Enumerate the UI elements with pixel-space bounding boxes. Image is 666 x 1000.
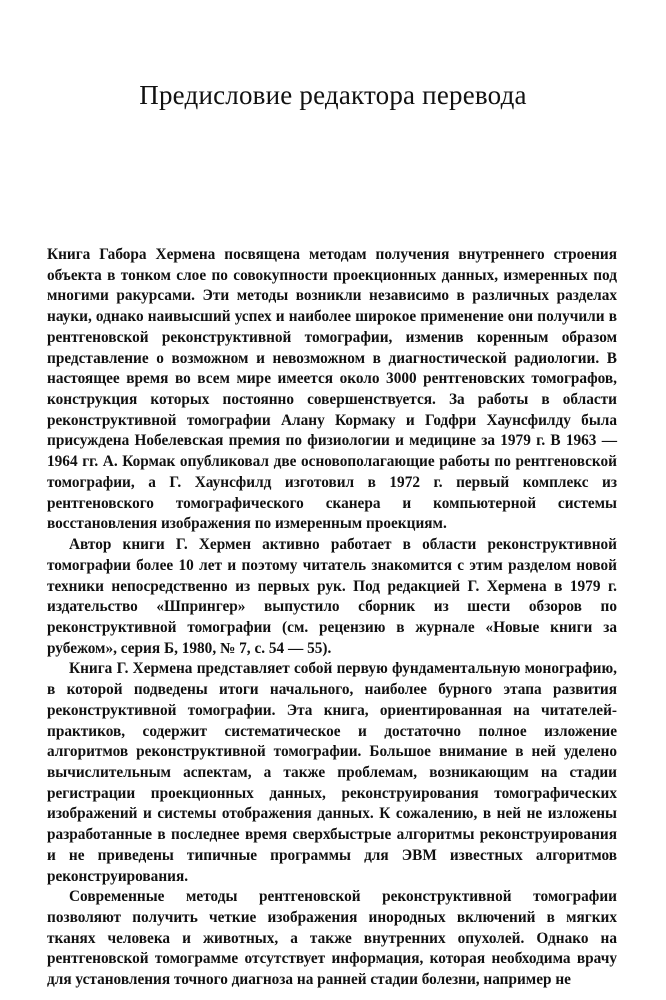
body-text	[47, 245, 617, 991]
paragraph-2: Автор книги Г. Хермен активно работает в области реконструктивной томографии более 10 лет и поэтому читатель знакомится с этим разделом новой техники непосредственно из первых рук. Под редакцией Г. Хермена в 1979 г. издательство «Шпрингер» выпустило сборник из шести обзоров по реконструктивной томографии (см. рецензию в журнале «Новые книги за рубежом», серия Б, 1980, № 7, с. 54 — 55).	[47, 536, 617, 657]
paragraph-1: Книга Габора Хермена посвящена методам получения внутреннего строения объекта в тонком слое по совокупности проекционных данных, измеренных под многими ракурсами. Эти методы возникли независимо в различных разделах науки, однако наивысший успех и наиболее широкое применение они получили в рентгеновской реконструктивной томографии, изменив коренным образом представление о возможном и невозможном в диагностической радиологии. В настоящее время во всем мире имеется около 3000 рентгеновских томографов, конструкция которых постоянно совершенствуется. За работы в области реконструктивной томографии Алану Кормаку и Годфри Хаунсфилду была присуждена Нобелевская премия по физиологии и медицине за 1979 г. В 1963 — 1964 гг. А. Кормак опубликовал две основополагающие работы по рентгеновской томографии, а Г. Хаунсфилд изготовил в 1972 г. первый комплекс из рентгеновского томографического сканера и компьютерной системы восстановления изображения по измеренным проекциям.	[47, 246, 617, 533]
paragraph-3: Книга Г. Хермена представляет собой первую фундаментальную монографию, в которой подведены итоги начального, наиболее бурного этапа развития реконструктивной томографии. Эта книга, ориентированная на читателей-практиков, содержит систематическое и достаточно полное изложение алгоритмов реконструктивной томографии. Большое внимание в ней уделено вычислительным аспектам, а также проблемам, возникающим на стадии регистрации проекционных данных, реконструирования томографических изображений и системы отображения данных. К сожалению, в ней не изложены разработанные в последнее время сверхбыстрые алгоритмы реконструирования и не приведены типичные программы для ЭВМ известных алгоритмов реконструирования.	[47, 660, 617, 885]
page-title: Предисловие редактора перевода	[139, 80, 527, 110]
paragraph-4: Современные методы рентгеновской реконструктивной томографии позволяют получить четкие изображения инородных включений в мягких тканях человека и животных, а также внутренних опухолей. Однако на рентгеновской томограмме отсутствует информация, которая необходима врачу для установления точного диагноза на ранней стадии болезни, например не	[47, 888, 617, 989]
